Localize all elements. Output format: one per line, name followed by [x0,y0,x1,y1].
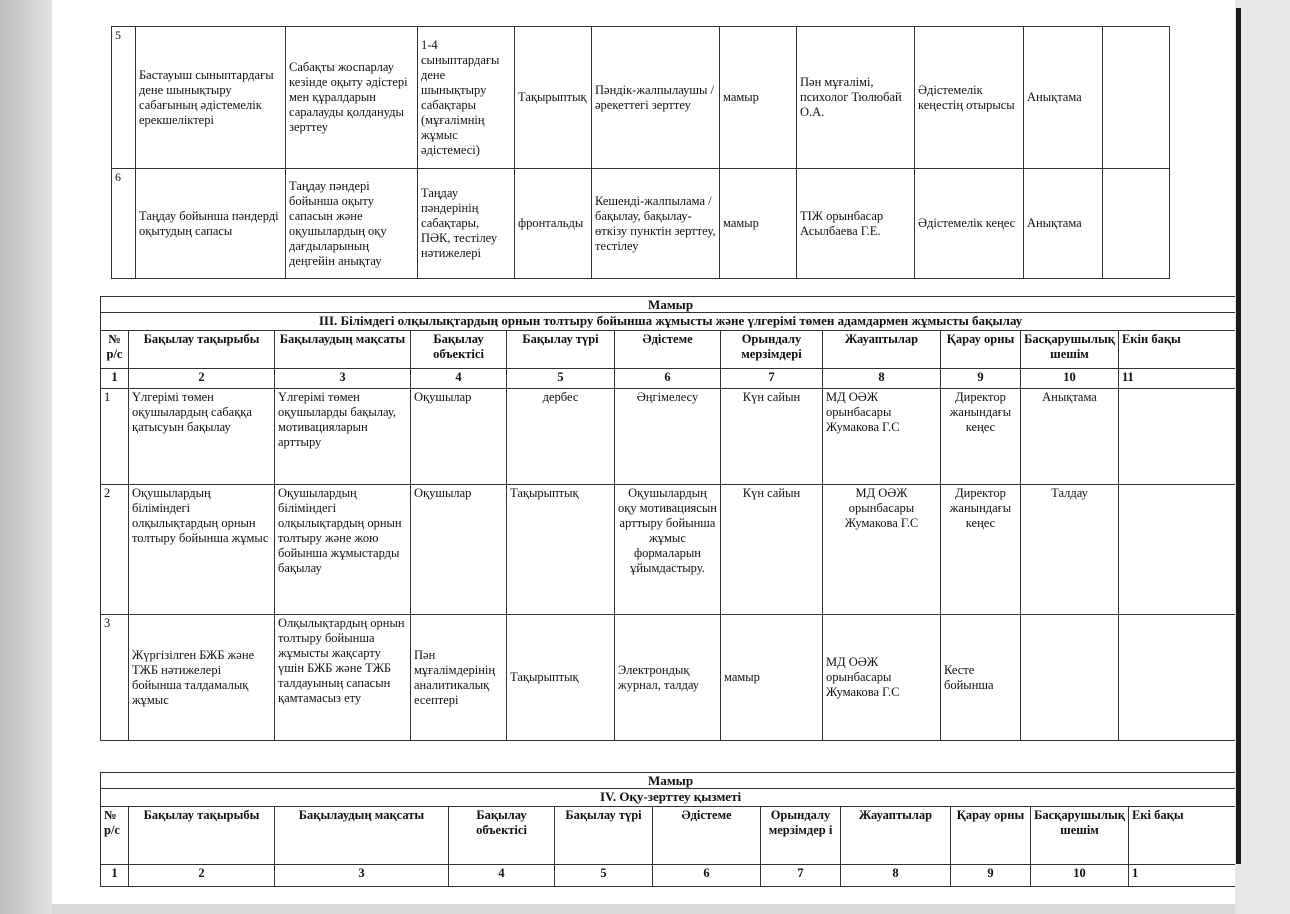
review-place: Директор жанындағы кеңес [941,389,1021,485]
col-number: 4 [411,369,507,389]
control-type: фронтальды [515,169,592,279]
control-goal: Сабақты жоспарлау кезінде оқыту әдістері мен құралдарын саралауды қолдануды зерттеу [286,27,418,169]
month-row [101,773,1236,789]
col-header-responsible: Жауаптылар [823,331,941,369]
col-header-responsible: Жауаптылар [841,807,951,865]
col-header-method: Әдістеме [653,807,761,865]
table-row [101,389,1236,485]
review-place: Әдістемелік кеңестің отырысы [915,27,1024,169]
col-header-type: Бақылау түрі [507,331,615,369]
header-row [101,331,1236,369]
scan-right-edge [1236,8,1241,864]
management-decision: Анықтама [1024,169,1103,279]
control-object: Оқушылар [411,389,507,485]
deadline: мамыр [721,615,823,741]
control-method: Әңгімелесу [615,389,721,485]
table-row [112,169,1170,279]
section-title: III. Білімдегі олқылықтардың орнын толтыру бойынша жұмысты және үлгерімі төмен адамдармен жұмысты бақылау [101,313,1236,331]
month-heading: Мамыр [101,297,1236,313]
col-number: 3 [275,865,449,887]
control-type: Тақырыптық [507,615,615,741]
scan-right-margin [1235,0,1290,914]
col-header-object: Бақылау объектісі [411,331,507,369]
empty-cell [1119,485,1236,615]
col-header-method: Әдістеме [615,331,721,369]
column-number-row [101,865,1236,887]
responsible: МД ОӘЖ орынбасары Жумакова Г.С [823,485,941,615]
col-header-object: Бақылау объектісі [449,807,555,865]
section-4-table [100,772,1235,887]
control-topic: Үлгерімі төмен оқушылардың сабаққа қатысуын бақылау [129,389,275,485]
col-header-decision: Басқарушылық шешім [1031,807,1129,865]
col-number: 8 [841,865,951,887]
management-decision: Анықтама [1021,389,1119,485]
control-method: Электрондық журнал, талдау [615,615,721,741]
col-number: 7 [761,865,841,887]
upper-table [111,26,1170,279]
table-row [101,485,1236,615]
col-number: 2 [129,865,275,887]
col-header-type: Бақылау түрі [555,807,653,865]
control-topic: Таңдау бойынша пәндерді оқытудың сапасы [136,169,286,279]
control-goal: Таңдау пәндері бойынша оқыту сапасын және оқушылардың оқу дағдыларының деңгейін анықтау [286,169,418,279]
responsible: МД ОӘЖ орынбасары Жумакова Г.С [823,615,941,741]
control-goal: Оқушылардың біліміндегі олқылықтардың орнын толтыру және жою бойынша жұмыстарды бақылау [275,485,411,615]
column-number-row [101,369,1236,389]
col-number: 9 [941,369,1021,389]
col-header-topic: Бақылау тақырыбы [129,807,275,865]
month-heading: Мамыр [101,773,1236,789]
control-method: Оқушылардың оқу мотивациясын арттыру бойынша жұмыс формаларын ұйымдастыру. [615,485,721,615]
control-topic: Жүргізілген БЖБ және ТЖБ нәтижелері бойынша талдамалық жұмыс [129,615,275,741]
responsible: МД ОӘЖ орынбасары Жумакова Г.С [823,389,941,485]
col-header-extra: Екі бақы [1129,807,1236,865]
control-type: дербес [507,389,615,485]
management-decision: Анықтама [1024,27,1103,169]
section-3-table [100,296,1235,741]
control-topic: Оқушылардың біліміндегі олқылықтардың орнын толтыру бойынша жұмыс [129,485,275,615]
control-type: Тақырыптық [515,27,592,169]
responsible: ТІЖ орынбасар Асылбаева Г.Е. [797,169,915,279]
col-header-num: № р/с [101,807,129,865]
section-title: IV. Оқу-зерттеу қызметі [101,789,1236,807]
col-number: 4 [449,865,555,887]
col-number: 2 [129,369,275,389]
responsible: Пән мұғалімі, психолог Тюлюбай О.А. [797,27,915,169]
row-number: 5 [112,27,136,169]
control-object: Таңдау пәндерінің сабақтары, ПӘК, тестілеу нәтижелері [418,169,515,279]
col-header-goal: Бақылаудың мақсаты [275,331,411,369]
deadline: Күн сайын [721,389,823,485]
col-number: 1 [1129,865,1236,887]
col-number: 10 [1031,865,1129,887]
control-goal: Үлгерімі төмен оқушыларды бақылау, мотивацияларын арттыру [275,389,411,485]
control-goal: Олқылықтардың орнын толтыру бойынша жұмысты жақсарту үшін БЖБ және ТЖБ талдауының сапасын қамтамасыз ету [275,615,411,741]
table-row [112,27,1170,169]
empty-cell [1119,389,1236,485]
col-header-decision: Басқарушылық шешім [1021,331,1119,369]
col-header-place: Қарау орны [941,331,1021,369]
col-number: 5 [507,369,615,389]
control-type: Тақырыптық [507,485,615,615]
month-row [101,297,1236,313]
deadline: Күн сайын [721,485,823,615]
row-number: 3 [101,615,129,741]
review-place: Директор жанындағы кеңес [941,485,1021,615]
col-number: 3 [275,369,411,389]
header-row [101,807,1236,865]
empty-cell [1103,27,1170,169]
document-page [52,0,1235,904]
control-topic: Бастауыш сыныптардағы дене шынықтыру сабағының әдістемелік ерекшеліктері [136,27,286,169]
table-row [101,615,1236,741]
row-number: 2 [101,485,129,615]
section-title-row [101,789,1236,807]
col-number: 6 [615,369,721,389]
col-header-deadline: Орындалу мерзімдер і [761,807,841,865]
management-decision: Талдау [1021,485,1119,615]
col-number: 6 [653,865,761,887]
control-object: Оқушылар [411,485,507,615]
deadline: мамыр [720,27,797,169]
row-number: 6 [112,169,136,279]
section-title-row [101,313,1236,331]
col-number: 1 [101,369,129,389]
col-header-num: № р/с [101,331,129,369]
deadline: мамыр [720,169,797,279]
col-number: 9 [951,865,1031,887]
col-number: 11 [1119,369,1236,389]
col-number: 1 [101,865,129,887]
management-decision [1021,615,1119,741]
row-number: 1 [101,389,129,485]
control-method: Пәндік-жалпылаушы / әрекеттегі зерттеу [592,27,720,169]
control-method: Кешенді-жалпылама / бақылау, бақылау-өткізу пунктін зерттеу, тестілеу [592,169,720,279]
col-number: 8 [823,369,941,389]
control-object: 1-4 сыныптардағы дене шынықтыру сабақтары (мұғалімнің жұмыс әдістемесі) [418,27,515,169]
col-header-extra: Екін бақы [1119,331,1236,369]
col-number: 5 [555,865,653,887]
col-header-place: Қарау орны [951,807,1031,865]
review-place: Әдістемелік кеңес [915,169,1024,279]
col-header-goal: Бақылаудың мақсаты [275,807,449,865]
col-number: 7 [721,369,823,389]
empty-cell [1119,615,1236,741]
col-header-deadline: Орындалу мерзімдері [721,331,823,369]
col-number: 10 [1021,369,1119,389]
review-place: Кесте бойынша [941,615,1021,741]
control-object: Пән мұғалімдерінің аналитикалық есептері [411,615,507,741]
scan-left-margin [0,0,52,914]
col-header-topic: Бақылау тақырыбы [129,331,275,369]
empty-cell [1103,169,1170,279]
